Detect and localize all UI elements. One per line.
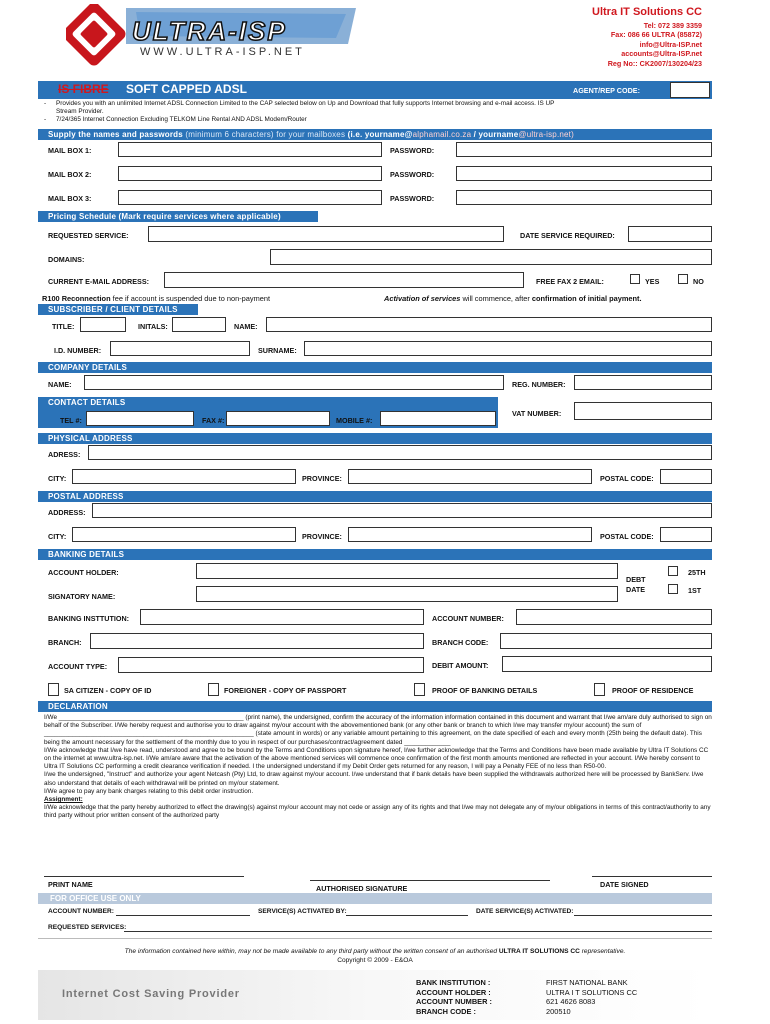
fax-yes-label: YES [645,277,660,286]
agent-code-label: AGENT/REP CODE: [573,86,640,95]
fax-field[interactable] [226,411,330,426]
tel-field[interactable] [86,411,194,426]
branch-code-field[interactable] [500,633,712,649]
physical-city-field[interactable] [72,469,296,484]
signature-label: AUTHORISED SIGNATURE [316,884,408,893]
date-required-label: DATE SERVICE REQUIRED: [520,231,615,240]
title-field[interactable] [80,317,126,332]
declaration-header: DECLARATION [38,701,712,712]
fax-label: FAX #: [202,416,225,425]
vat-number-label: VAT NUMBER: [512,409,562,418]
office-date-label: DATE SERVICE(S) ACTIVATED: [476,908,574,915]
office-requested-line [124,931,712,932]
bank-label: BRANCH CODE : [416,1006,476,1016]
activation-note: Activation of services will commence, after confirmation of initial payment. [384,294,642,303]
mailbox-2-field[interactable] [118,166,382,181]
debt-label: DEBT [626,575,646,584]
requested-service-field[interactable] [148,226,504,242]
fax-no-label: NO [693,277,704,286]
branch-field[interactable] [90,633,424,649]
declaration-paragraph: I/We acknowledge that the party hereby authorized to effect the drawing(s) against my/our account may not cede or assign any of its rights and that I/we may not delegate any of my/our obligations in terms of this contract/authority to any third party without prior written consent of the authorized party [44,804,711,820]
name-label: NAME: [234,322,258,331]
reg-number-label: REG. NUMBER: [512,380,566,389]
company-fax: Fax: 086 66 ULTRA (85872) [610,30,702,40]
fax-no-checkbox[interactable] [678,274,688,284]
company-name: Ultra IT Solutions CC [592,6,702,18]
bank-label: ACCOUNT NUMBER : [416,997,492,1007]
office-use-header: FOR OFFICE USE ONLY [38,893,712,904]
password-3-field[interactable] [456,190,712,205]
bullet-item: Provides you with an unlimited Internet ADSL Connection Limited to the CAP selected below on Up and Download that fully supports Internet browsing and e-mail access. IS UP Stream Provider. [56,100,555,116]
password-2-field[interactable] [456,166,712,181]
postal-address-label: ADDRESS: [48,508,86,517]
print-name-line [44,876,244,877]
debit-1st-label: 1ST [688,586,702,595]
current-email-field[interactable] [164,272,524,288]
mailbox-1-field[interactable] [118,142,382,157]
sa-citizen-label: SA CITIZEN - COPY OF ID [64,686,152,695]
account-holder-field[interactable] [196,563,618,579]
office-services-label: SERVICE(S) ACTIVATED BY: [258,908,347,915]
physical-province-label: PROVINCE: [302,474,342,483]
postal-address-field[interactable] [92,503,712,518]
id-number-label: I.D. NUMBER: [54,346,102,355]
company-reg: Reg No:: CK2007/130204/23 [607,58,702,68]
date-label: DATE [626,585,646,594]
office-services-line [346,915,468,916]
branch-code-label: BRANCH CODE: [432,638,489,647]
declaration-paragraph: I/We agree to pay any bank charges relating to this debit order instruction. [44,787,254,795]
company-details-header: COMPANY DETAILS [38,362,712,373]
company-email-accounts: accounts@Ultra-ISP.net [621,49,702,59]
sa-citizen-checkbox[interactable] [48,683,59,696]
password-1-field[interactable] [456,142,712,157]
password-3-label: PASSWORD: [390,194,435,203]
bank-info-values [546,978,637,1016]
bank-label: BANK INSTITUTION : [416,978,491,987]
physical-province-field[interactable] [348,469,592,484]
account-number-field[interactable] [516,609,712,625]
company-name-label: NAME: [48,380,72,389]
physical-address-field[interactable] [88,445,712,460]
bank-value: 621 4626 8083 [546,997,596,1007]
current-email-label: CURRENT E-MAIL ADDRESS: [48,277,150,286]
bank-label: ACCOUNT HOLDER : [416,987,491,997]
footer-slogan: Internet Cost Saving Provider [62,988,240,1000]
debit-amount-field[interactable] [502,656,712,672]
reconnection-note: R100 Reconnection fee if account is suspended due to non-payment [42,294,271,303]
debit-amount-label: DEBIT AMOUNT: [432,661,489,670]
logo [66,4,356,68]
id-number-field[interactable] [110,341,250,356]
company-tel: Tel: 072 389 3359 [643,21,702,30]
bank-value: FIRST NATIONAL BANK [546,978,628,987]
foreigner-label: FOREIGNER - COPY OF PASSPORT [224,686,347,695]
pricing-header: Pricing Schedule (Mark require services where applicable) [38,211,318,222]
physical-address-label: ADRESS: [48,450,81,459]
postal-city-label: CITY: [48,532,67,541]
office-account-line [116,915,250,916]
logo-url: WWW.ULTRA-ISP.NET [140,46,305,58]
domains-field[interactable] [270,249,712,265]
assignment-heading: Assignment: [44,796,83,804]
initials-field[interactable] [172,317,226,332]
postal-province-label: PROVINCE: [302,532,342,541]
physical-postal-field[interactable] [660,469,712,484]
mailbox-header: Supply the names and passwords (minimum 6 characters) for your mailboxes (i.e. yourname@alphamail.co.za / yourname@ultra-isp.net) [38,129,712,140]
logo-text: ULTRA-ISP [132,16,287,46]
proof-banking-label: PROOF OF BANKING DETAILS [432,686,538,695]
title-prefix: IS FIBRE [58,82,109,96]
company-name-field[interactable] [84,375,504,390]
name-field[interactable] [266,317,712,332]
date-signed-line [592,876,712,877]
postal-code-label: POSTAL CODE: [600,532,654,541]
signatory-field[interactable] [196,586,618,602]
declaration-paragraph: I/we the undersigned, "Instruct" and authorize your agent Netcash (Pty) Ltd, to draw against my/our account. I/we understand that if bank details have been supplied the withdrawals authorized here will be processed by BankServ. I/we also understand that details of each withdrawal will be printed on my/our statement. [44,771,704,787]
physical-postal-label: POSTAL CODE: [600,474,654,483]
proof-residence-checkbox[interactable] [594,683,605,696]
bank-institution-field[interactable] [140,609,424,625]
contact-header: CONTACT DETAILS [38,397,498,408]
requested-service-label: REQUESTED SERVICE: [48,231,129,240]
company-email-info: info@Ultra-ISP.net [639,39,702,49]
bank-value: 200510 [546,1006,571,1016]
company-info [592,6,702,68]
free-fax-label: FREE FAX 2 EMAIL: [536,277,604,286]
print-name-label: PRINT NAME [48,880,93,889]
office-requested-label: REQUESTED SERVICES: [48,924,127,931]
footer-divider [38,938,712,939]
surname-field[interactable] [304,341,712,356]
footer-notice: The information contained here within, may not be made available to any third party without the written consent of an authorised ULTRA IT SOLUTIONS CC representative. [124,948,626,955]
declaration-paragraph: I/We acknowledge that I/we have read, understood and agree to be bound by the Terms and Conditions upon signature hereof, I/we further acknowledge that the Terms and Conditions have been made available by Ultra IT Solutions CC on the internet at www.ultra-isp.net. I/We am/are aware that the activation of the above mentioned services will commence once confirmation of the first month amounts mentioned are reflected in your account. I/We hereby consent to Ultra IT Solutions CC performing a credit clearance verification if needed. I the undersigned understand if my Debit Order gets returned for any reason, I will pay a Penalty FEE of no less than R50-00. [44,746,709,771]
debit-1st-checkbox[interactable] [668,584,678,594]
agent-code-field[interactable] [670,82,710,98]
subscriber-header: SUBSCRIBER / CLIENT DETAILS [38,304,198,315]
proof-residence-label: PROOF OF RESIDENCE [612,686,694,695]
account-type-label: ACCOUNT TYPE: [48,662,108,671]
office-account-label: ACCOUNT NUMBER: [48,908,114,915]
reg-number-field[interactable] [574,375,712,390]
physical-address-header: PHYSICAL ADDRESS [38,433,712,444]
debit-25th-label: 25TH [688,568,706,577]
physical-city-label: CITY: [48,474,67,483]
bullet-list: - Provides you with an unlimited Internet ADSL Connection Limited to the CAP selected below on Up and Download that fully supports Internet browsing and e-mail access. IS UP Stream Provider. - 7/24/365 Internet Connection Excluding TELKOM Line Rental AND ADSL Modem/Router [44,100,555,124]
signatory-label: SIGNATORY NAME: [48,592,116,601]
bank-value: ULTRA I T SOLUTIONS CC [546,987,638,997]
tel-label: TEL #: [60,416,82,425]
domains-label: DOMAINS: [48,255,85,264]
declaration-text [44,714,712,821]
mailbox-2-label: MAIL BOX 2: [48,170,92,179]
mobile-label: MOBILE #: [336,416,373,425]
declaration-paragraph: I/We ____________________________________________________ (print name), the undersigned, confirm the accuracy of the information information contained in this document and warrant that I/we am/are duly authorised to sign on behalf of the Subscriber. I/We hereby request and authorise you to draw against my/our account with the abovementioned bank (or any other bank or branch to which I/we may transfer my/our account) the sum of ___________________________________________________________ (state amount in words) or any variable amount pertaining to this agreement, on the date specified of each and every month (25th being the default date). This being the amount necessary for the settlement of the monthly due to you in respect of our purchases/contract/agreement dated _____________ [44,714,712,746]
postal-address-header: POSTAL ADDRESS [38,491,712,502]
page-title: SOFT CAPPED ADSL [126,82,247,96]
initials-label: INITALS: [138,322,168,331]
fax-yes-checkbox[interactable] [630,274,640,284]
date-required-field[interactable] [628,226,712,242]
password-1-label: PASSWORD: [390,146,435,155]
bank-info-labels [416,978,492,1016]
proof-banking-checkbox[interactable] [414,683,425,696]
mailbox-3-field[interactable] [118,190,382,205]
account-type-field[interactable] [118,657,424,673]
bullet-item: 7/24/365 Internet Connection Excluding TELKOM Line Rental AND ADSL Modem/Router [56,116,307,124]
mailbox-1-label: MAIL BOX 1: [48,146,92,155]
account-number-label: ACCOUNT NUMBER: [432,614,504,623]
vat-number-field[interactable] [574,402,712,420]
title-label: TITLE: [52,322,75,331]
postal-city-field[interactable] [72,527,296,542]
office-date-line [574,915,712,916]
banking-header: BANKING DETAILS [38,549,712,560]
foreigner-checkbox[interactable] [208,683,219,696]
mobile-field[interactable] [380,411,496,426]
date-signed-label: DATE SIGNED [600,880,649,889]
surname-label: SURNAME: [258,346,297,355]
debit-25th-checkbox[interactable] [668,566,678,576]
bank-institution-label: BANKING INSTTUTION: [48,614,130,623]
signature-line [310,880,550,881]
branch-label: BRANCH: [48,638,82,647]
copyright: Copyright © 2009 - E&OA [337,957,413,964]
postal-code-field[interactable] [660,527,712,542]
postal-province-field[interactable] [348,527,592,542]
password-2-label: PASSWORD: [390,170,435,179]
mailbox-3-label: MAIL BOX 3: [48,194,92,203]
account-holder-label: ACCOUNT HOLDER: [48,568,119,577]
